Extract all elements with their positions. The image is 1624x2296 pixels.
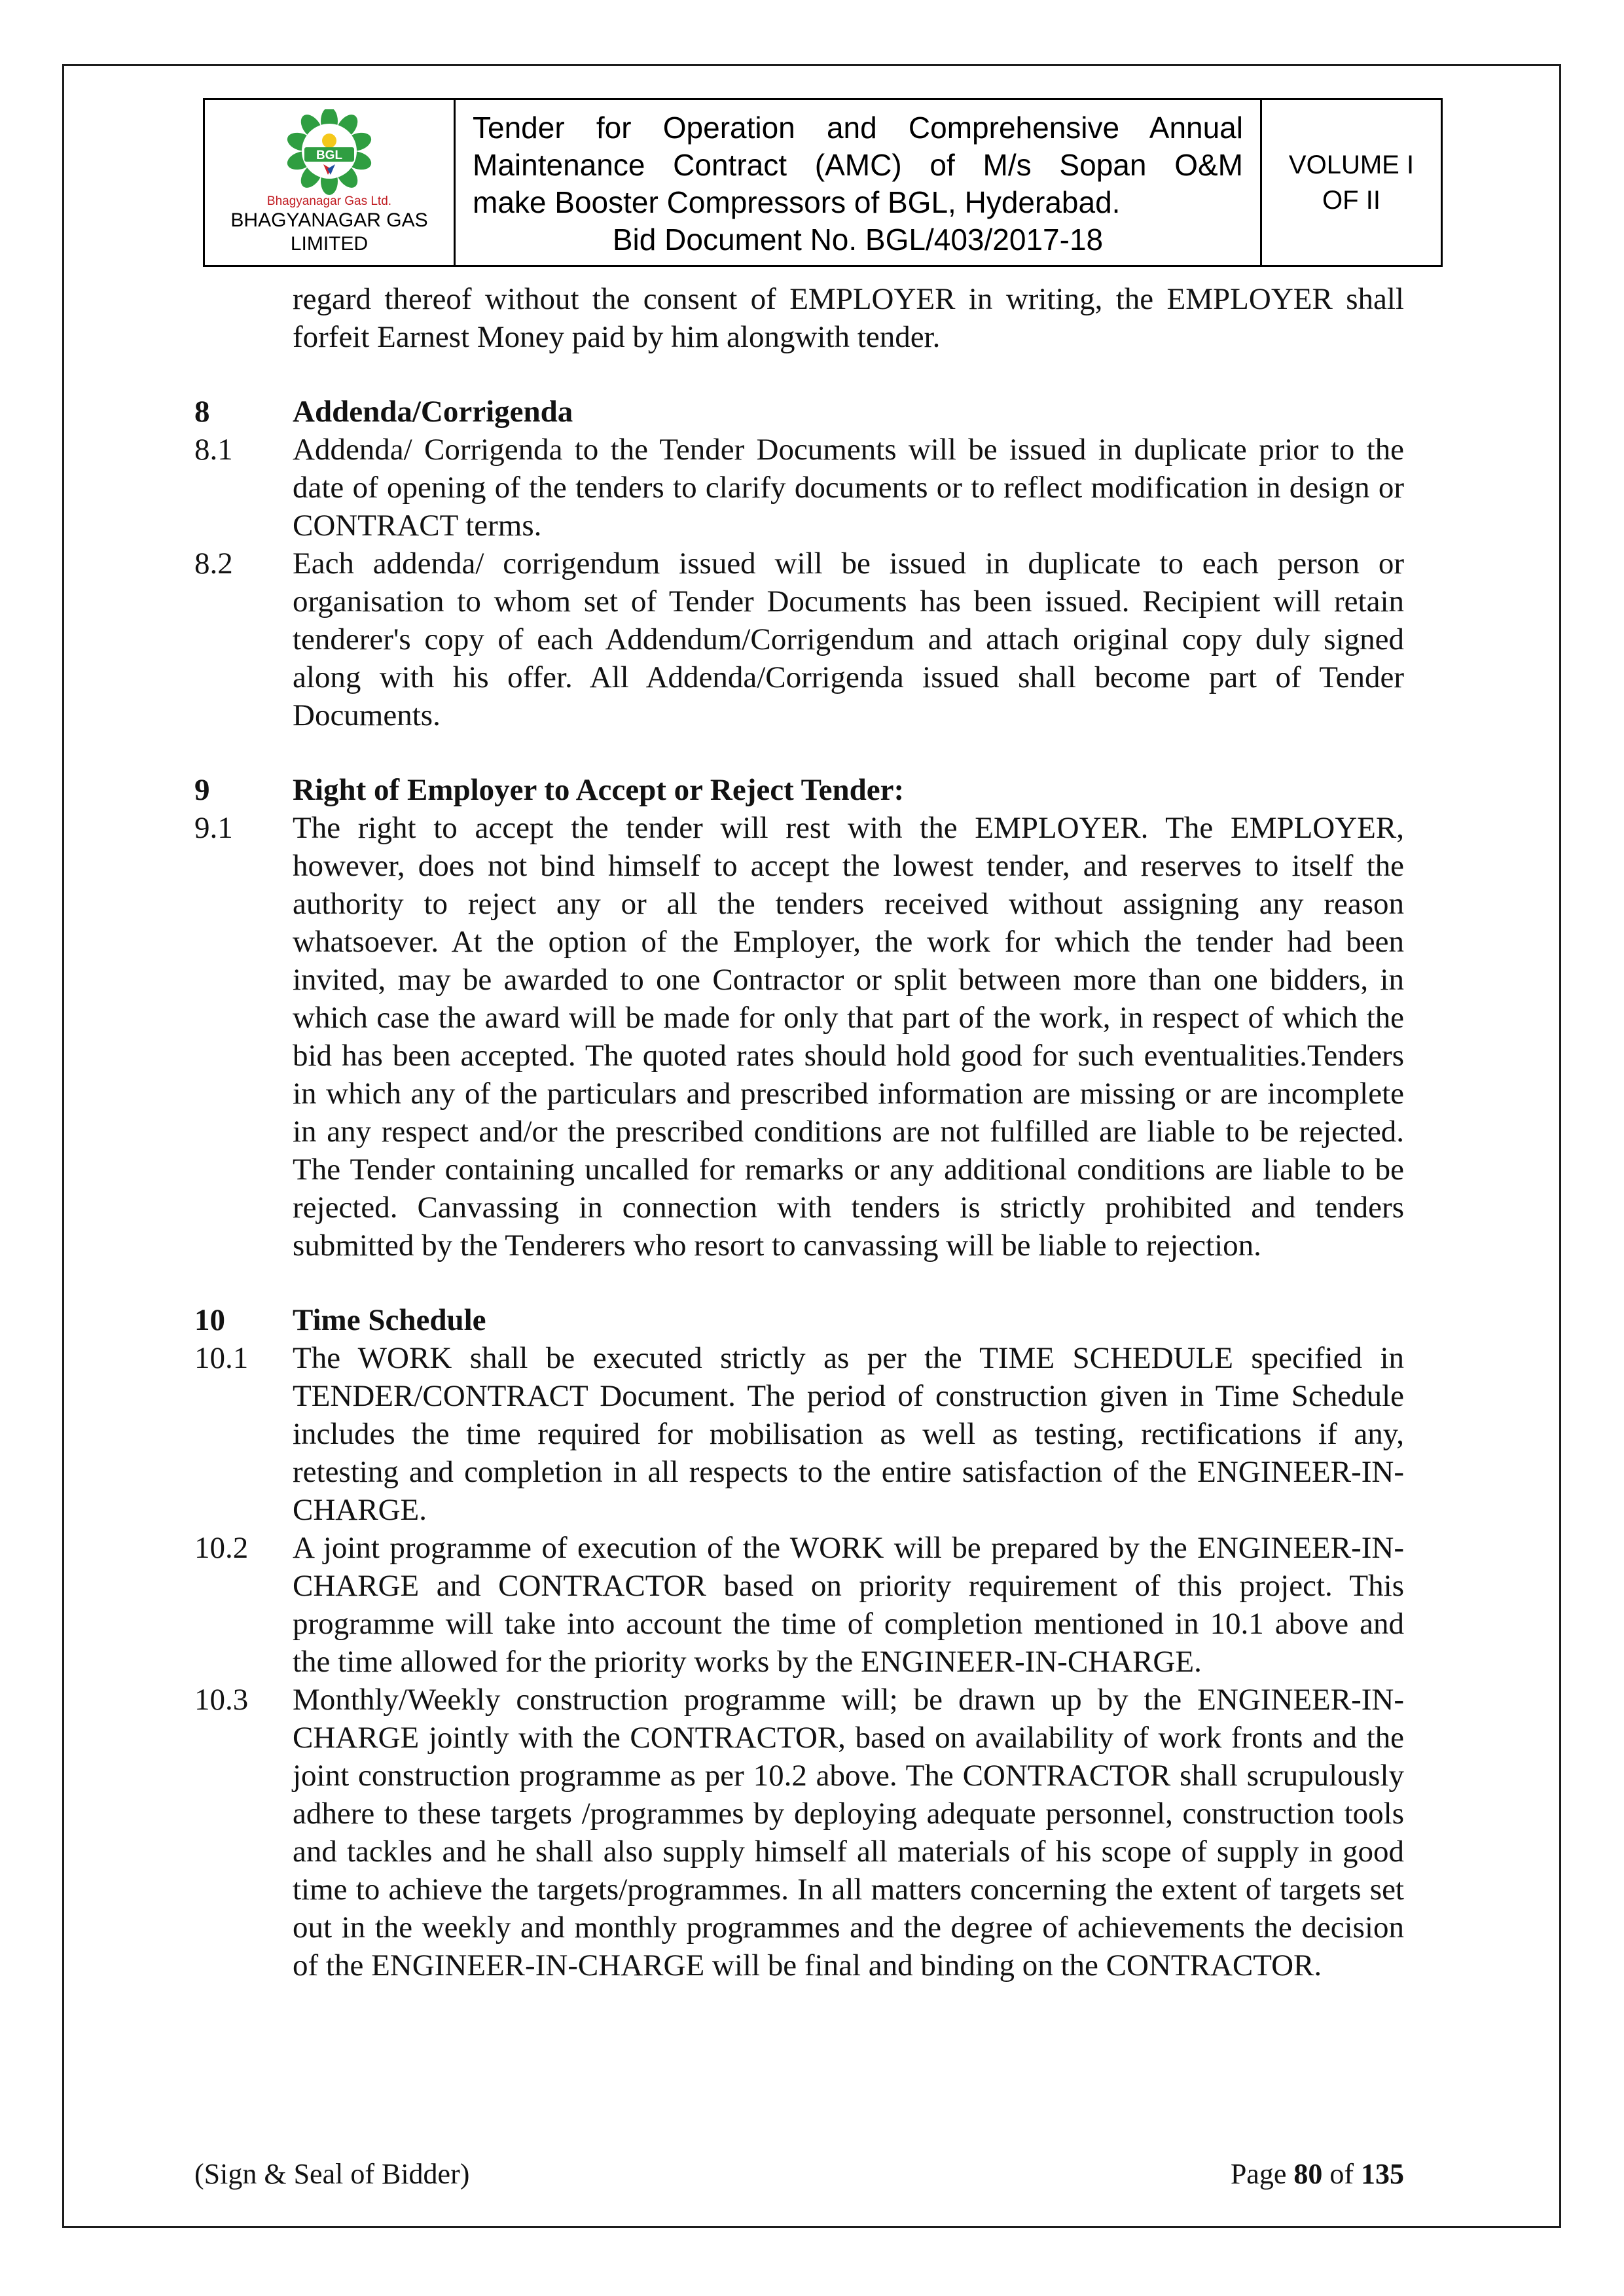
logo-sun	[322, 134, 336, 148]
of-label: of	[1322, 2158, 1361, 2190]
clause-10-1	[194, 1339, 1404, 1529]
document-header	[203, 98, 1443, 267]
clause-number: 8.1	[194, 433, 233, 467]
clause-text: Monthly/Weekly construction programme will; be drawn up by the ENGINEER-IN-CHARGE jointly with the CONTRACTOR, based on availability of work fronts and the joint construction programme as per 10.2 above. The CONTRACTOR shall scrupulously adhere to these targets /programmes by deploying adequate personnel, construction tools and tackles and he shall also supply himself all materials of his scope of supply in good time to achieve the targets/programmes. In all matters concerning the extent of targets set out in the weekly and monthly programmes and the degree of achievements the decision of the ENGINEER-IN-CHARGE will be final and binding on the CONTRACTOR.	[293, 1683, 1404, 1982]
doc-title-line-1: Tender for Operation and Comprehensive Annual	[473, 111, 1243, 145]
logo-monogram: BGL	[316, 149, 343, 162]
volume-cell	[1262, 100, 1441, 265]
section-8	[194, 393, 1404, 734]
doc-title-line-2: Maintenance Contract (AMC) of M/s Sopan O&M	[473, 148, 1243, 182]
section-number: 10	[194, 1303, 225, 1337]
org-name-line1: BHAGYANAGAR GAS	[230, 209, 428, 231]
volume-line-1: VOLUME I	[1288, 151, 1415, 179]
volume-line-2: OF II	[1322, 186, 1380, 215]
logo-cell	[205, 100, 456, 265]
section-10-heading-row	[194, 1301, 1404, 1339]
clause-10-3	[194, 1681, 1404, 1984]
clause-number: 10.3	[194, 1683, 249, 1717]
page-number: 80	[1293, 2158, 1323, 2190]
section-heading: Addenda/Corrigenda	[293, 395, 573, 429]
bgl-logo-icon	[274, 109, 385, 198]
clause-number: 8.2	[194, 547, 233, 581]
clause-text: Each addenda/ corrigendum issued will be issued in duplicate to each person or organisation to whom set of Tender Documents has been issued. Recipient will retain tenderer's copy of each Addendum/Corrigendum and attach original copy duly signed along with his offer. All Addenda/Corrigenda issued shall become part of Tender Documents.	[293, 547, 1404, 732]
clause-number: 10.1	[194, 1341, 249, 1375]
intro-text: regard thereof without the consent of EMPLOYER in writing, the EMPLOYER shall forfeit Earnest Money paid by him alongwith tender.	[293, 282, 1404, 354]
document-body	[194, 280, 1404, 1984]
section-heading: Right of Employer to Accept or Reject Tender:	[293, 773, 905, 807]
clause-8-2	[194, 545, 1404, 734]
section-number: 8	[194, 395, 210, 429]
clause-10-2	[194, 1529, 1404, 1681]
clause-text: The right to accept the tender will rest with the EMPLOYER. The EMPLOYER, however, does not bind himself to accept the lowest tender, and reserves to itself the authority to reject any or all the tenders received without assigning any reason whatsoever. At the option of the Employer, the work for which the tender had been invited, may be awarded to one Contractor or split between more than one bidders, in which case the award will be made for only that part of the work, in respect of which the bid has been accepted. The quoted rates should hold good for such eventualities.Tenders in which any of the particulars and prescribed information are missing or are incomplete in any respect and/or the prescribed conditions are not fulfilled are liable to be rejected. The Tender containing uncalled for remarks or any additional conditions are liable to be rejected. Canvassing in connection with tenders is strictly prohibited and tenders submitted by the Tenderers who resort to canvassing will be liable to rejection.	[293, 811, 1404, 1263]
page-label: Page	[1230, 2158, 1294, 2190]
intro-paragraph	[194, 280, 1404, 356]
clause-9-1	[194, 809, 1404, 1265]
clause-text: Addenda/ Corrigenda to the Tender Documents will be issued in duplicate prior to the date of opening of the tenders to clarify documents or to reflect modification in design or CONTRACT terms.	[293, 433, 1404, 543]
total-pages: 135	[1361, 2158, 1404, 2190]
section-9-heading-row	[194, 771, 1404, 809]
clause-number: 9.1	[194, 811, 233, 845]
section-10	[194, 1301, 1404, 1984]
clause-text: A joint programme of execution of the WORK will be prepared by the ENGINEER-IN-CHARGE and CONTRACTOR based on priority requirement of this project. This programme will take into account the time of completion mentioned in 10.1 above and the time allowed for the priority works by the ENGINEER-IN-CHARGE.	[293, 1531, 1404, 1679]
page-indicator	[1231, 2157, 1404, 2192]
title-cell	[456, 100, 1262, 265]
sign-seal-note: (Sign & Seal of Bidder)	[194, 2158, 470, 2190]
doc-title-line-3: make Booster Compressors of BGL, Hyderabad.	[473, 185, 1121, 219]
section-number: 9	[194, 773, 210, 807]
clause-number: 10.2	[194, 1531, 249, 1565]
section-heading: Time Schedule	[293, 1303, 486, 1337]
org-name-line2: LIMITED	[290, 233, 369, 255]
section-8-heading-row	[194, 393, 1404, 431]
logo-subtext: Bhagyanagar Gas Ltd.	[266, 194, 392, 208]
clause-8-1	[194, 431, 1404, 545]
clause-text: The WORK shall be executed strictly as per the TIME SCHEDULE specified in TENDER/CONTRACT Document. The period of construction given in Time Schedule includes the time required for mobilisation as well as testing, rectifications if any, retesting and completion in all respects to the entire satisfaction of the ENGINEER-IN- CHARGE.	[293, 1341, 1404, 1527]
bid-document-number: Bid Document No. BGL/403/2017-18	[612, 223, 1104, 257]
page-footer	[194, 2157, 1404, 2192]
section-9	[194, 771, 1404, 1265]
